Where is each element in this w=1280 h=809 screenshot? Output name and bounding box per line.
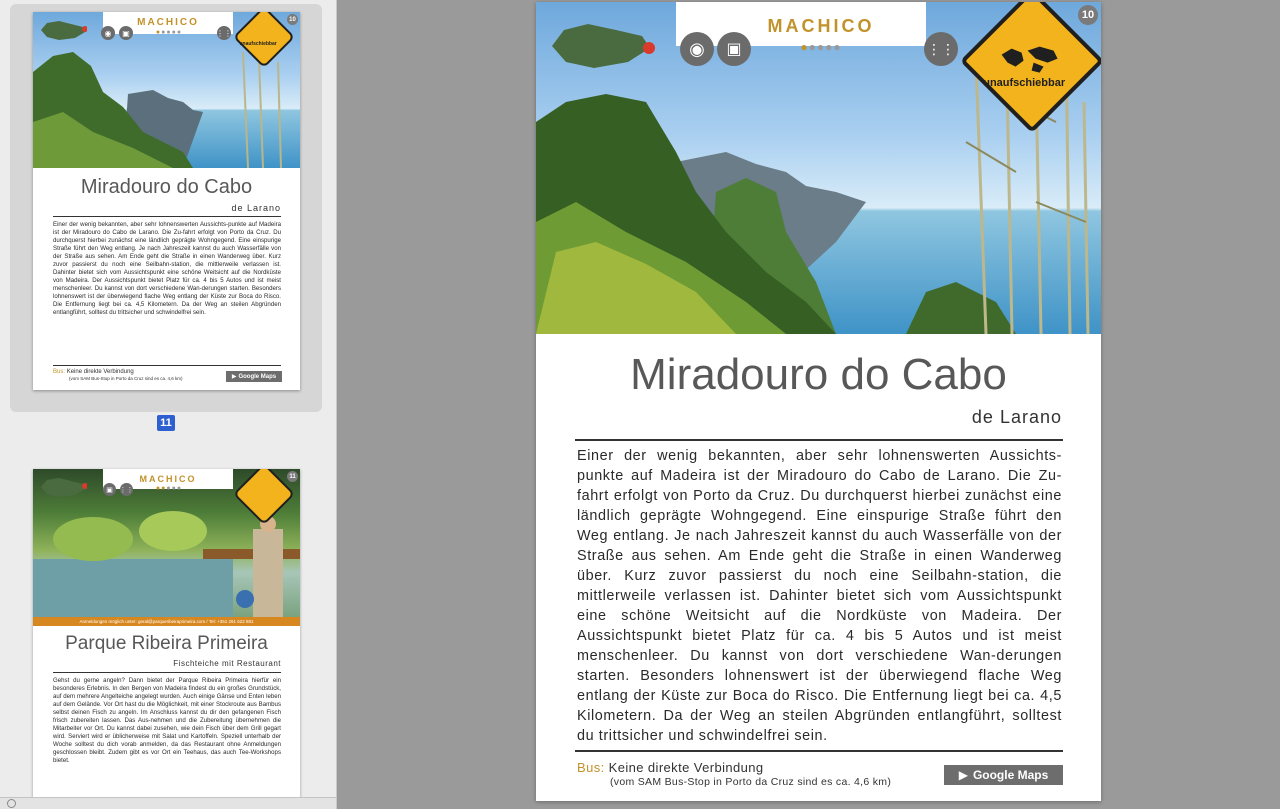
brand-label: MACHICO [767,16,875,36]
footprints-icon: ⋮⋮ [924,32,958,66]
footer-rule [575,750,1063,752]
thumbnail-subtitle: Fischteiche mit Restaurant [173,659,281,668]
brand-label: MACHICO [137,17,199,28]
madeira-map-icon [39,18,87,42]
sidebar-status-bar [0,797,336,809]
camera-icon: ▣ [717,32,751,66]
bus-info [53,369,134,375]
camera-icon: ▣ [119,26,133,40]
binoculars-icon: ◉ [101,26,115,40]
footprints-icon: ⋮⋮ [217,26,231,40]
page-thumbnail-11[interactable] [33,469,300,799]
play-icon: ▶ [958,768,968,782]
page-thumbnail-10[interactable] [33,12,300,390]
bus-label: Bus: [577,760,605,775]
thumbnail-body: Einer der wenig bekannten, aber sehr lohnenswerten Aussichts-punkte auf Madeira ist der Miradouro do Cabo de Larano. Die Zu-fahrt erfolgt von Porto da Cruz. Du durchquerst hierbei zunächst eine ländlich geprägte Wohngegend. Eine einspurige Straße führt den Weg entlang. Je nach Jahreszeit kannst du auch Wasserfälle von der Straße aus sehen. Am Ende geht die Straße in einen Wanderweg über. Kurz zuvor passierst du noch eine Seilbahn-station, die mittlerweile verlassen ist. Dahinter bietet sich vom Aussichtspunkt eine schöne Weitsicht auf die Nordküste von Madeira. Der Aussichtspunkt bietet Platz für ca. 4 bis 5 Autos und ist meist menschenleer. Du kannst von dort verschiedene Wan-derungen starten. Besonders lohnenswert ist der überwiegend flache Weg entlang der Küste zur Boca do Risco. Die Entfernung liegt bei ca. 4,5 Kilometern. Da der Weg an steilen Abgründen entlangführt, solltest du trittsicher und schwindelfrei sein. [53,221,281,316]
people-rating: ●●●●● [800,40,842,54]
thumbnail-sidebar [0,0,337,809]
brand-label: MACHICO [139,474,197,484]
thumbnail-title: Parque Ribeira Primeira [65,633,268,654]
page-subtitle: de Larano [971,407,1062,427]
page-number-circle: 10 [287,14,298,25]
world-map-sign-icon: unaufschiebbar [233,12,295,68]
bus-note: (vom SAM Bus-Stop in Porto da Cruz sind es ca. 4,6 km) [69,376,183,381]
people-rating: ●●●●● [155,29,183,36]
google-maps-button[interactable]: ▶ Google Maps [944,765,1063,785]
footer-rule [53,365,281,366]
madeira-map-icon [548,18,658,76]
bus-text: Keine direkte Verbindung [608,760,764,775]
page-body: Einer der wenig bekannten, aber sehr lohnenswerten Aussichts-punkte auf Madeira ist der Miradouro do Cabo de Larano. Die Zu-fahrt erfolgt von Porto da Cruz. Du durchquerst hierbei zunächst eine ländlich geprägte Wohngegend. Eine einspurige Straße führt den Weg entlang. Je nach Jahreszeit kannst du auch Wasserfälle von der Straße aus sehen. Am Ende geht die Straße in einen Wanderweg über. Kurz zuvor passierst du noch eine Seilbahn-station, die mittlerweile verlassen ist. Dahinter bietet sich vom Aussichtspunkt eine schöne Weitsicht auf die Nordküste von Madeira. Der Aussichtspunkt bietet Platz für ca. 4 bis 5 Autos und ist meist menschenleer. Du kannst von dort verschiedene Wan-derungen starten. Besonders lohnenswert ist der überwiegend flache Weg entlang der Küste zur Boca do Risco. Die Entfernung liegt bei ca. 4,5 Kilometern. Da der Weg an steilen Abgründen entlangführt, solltest du trittsicher und schwindelfrei sein. [577,448,1062,744]
registration-banner: Anmeldungen möglich unter: geral@parqueribeiraprimeira.com / Tel: +351 291 622 881 [33,617,300,626]
bus-info [577,760,764,775]
thumbnail-subtitle: de Larano [231,203,281,213]
camera-icon: ▣ [103,483,116,496]
footprints-icon: ⋮⋮ [120,483,133,496]
thumbnail-body: Gehst du gerne angeln? Dann bietet der Parque Ribeira Primeira hierfür ein besonderes Erlebnis. In den Bergen von Madeira findest du ein großes Grundstück, auf dem mehrere Angelteiche angelegt wurden. Auch einige Gänse und Enten leben auf dem Gelände. Vor Ort hast du die Möglichkeit, mit einer Stockroute aus Bambus selbst deinen Fisch zu angeln. Im Anschluss kannst du dir den gefangenen Fisch frisch zubereiten lassen. Das Aus-nehmen und die Zubereitung übernehmen die Mitarbeiter vor Ort. Du kannst dabei zusehen, wie dein Fisch über dem Grill gegart wird. Serviert wird er üblicherweise mit Salat und Kartoffeln. Speziell unterhalb der Woche solltest du dich vorab anmelden, da das Restaurant ohne Anmeldungen geschlossen bleibt. Zudem gibt es vor Ort ein Teehaus, das auch Tee-Workshops bietet. [53,677,281,764]
current-page-badge: 11 [157,415,175,431]
thumbnail-title: Miradouro do Cabo [80,176,253,198]
bus-note: (vom SAM Bus-Stop in Porto da Cruz sind es ca. 4,6 km) [610,776,892,788]
binoculars-icon: ◉ [680,32,714,66]
page-number-circle: 11 [287,471,298,482]
madeira-map-icon [39,475,87,499]
title-rule [53,672,281,673]
title-rule [575,439,1063,441]
title-rule [53,216,281,217]
bus-text: Keine direkte Verbindung [66,369,134,375]
world-map-sign-icon: unaufschiebbar [960,2,1101,133]
document-page [536,2,1101,801]
people-rating: ●●●●● [155,485,183,492]
play-icon: ▶ [231,374,237,380]
page-title: Miradouro do Cabo [630,350,1007,399]
page-number-circle: 10 [1078,5,1098,25]
bus-label: Bus: [53,369,66,375]
google-maps-button[interactable]: ▶ Google Maps [226,371,282,382]
